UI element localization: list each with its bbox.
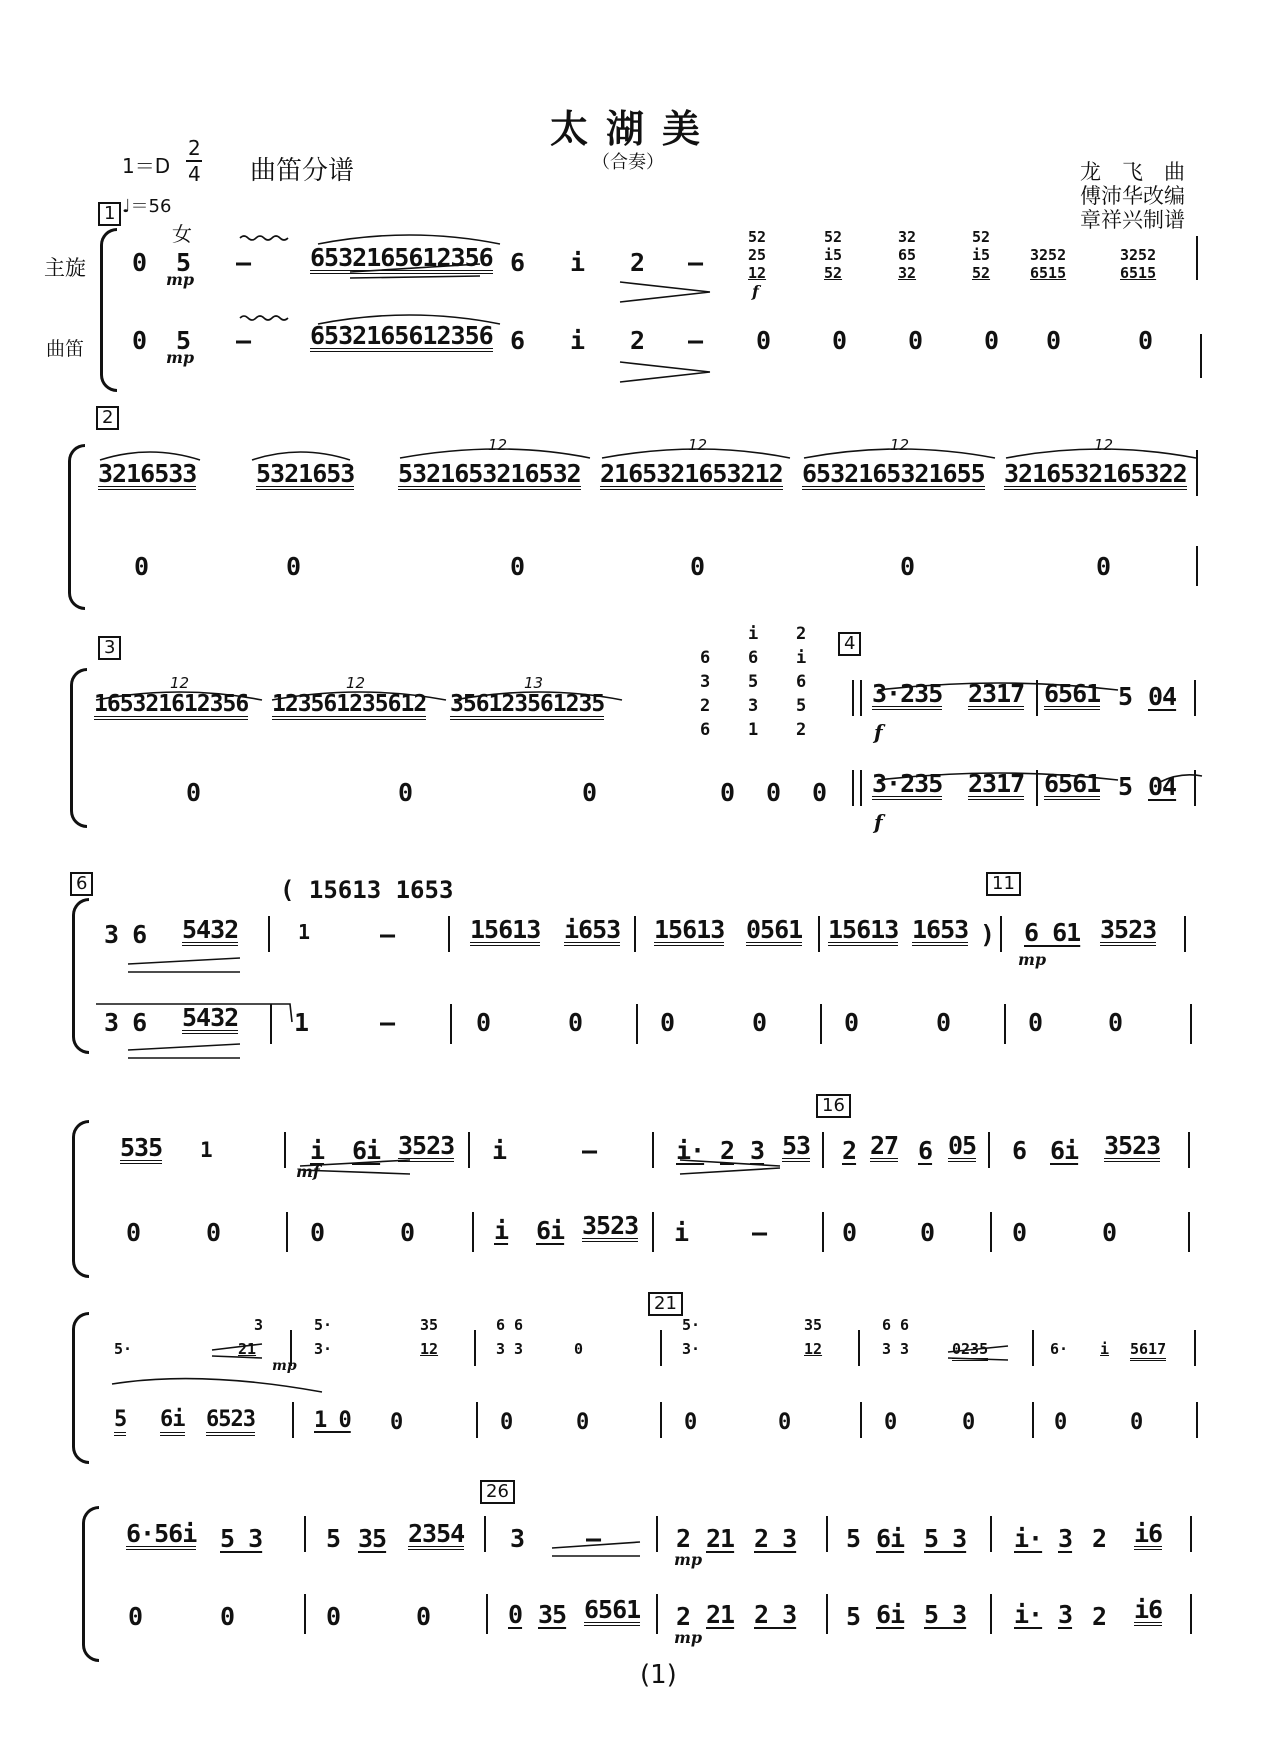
melody-note: 2: [720, 1136, 735, 1165]
flute-note: 0: [220, 1602, 235, 1631]
barline: [822, 1212, 824, 1252]
melody-chord: 3252 6515: [1030, 246, 1067, 282]
barline: [826, 1516, 828, 1552]
barline: [1032, 1330, 1034, 1366]
flute-note: i: [570, 326, 585, 355]
flute-note: –: [688, 326, 703, 355]
barline: [1196, 236, 1198, 280]
melody-note: 6: [918, 1136, 933, 1165]
system-brace-2: [68, 444, 85, 610]
tuplet-number: 12: [488, 436, 508, 454]
double-barline: [852, 770, 862, 806]
system-brace-7: [82, 1506, 99, 1662]
barline: [656, 1594, 658, 1634]
barline: [448, 916, 450, 952]
melody-note: i: [310, 1136, 325, 1165]
flute-note: 5: [176, 326, 191, 355]
flute-note: 0: [832, 326, 847, 355]
melody-note: 3 3: [882, 1340, 910, 1358]
rehearsal-mark-16: 16: [816, 1094, 851, 1118]
flute-note: 0: [286, 552, 301, 581]
flute-note: 0: [778, 1410, 791, 1435]
parenthetical-motif: ( 15613 1653: [280, 876, 454, 904]
melody-note: 2: [630, 248, 645, 277]
flute-note: –: [236, 326, 251, 355]
dynamic-mark: mp: [272, 1358, 297, 1374]
melody-note: 6·: [1050, 1340, 1069, 1358]
page-title: 太湖美: [550, 106, 719, 151]
part-name: 曲笛分谱: [250, 156, 355, 186]
melody-upper-note: 5·: [682, 1316, 701, 1334]
system-brace-5: [72, 1120, 89, 1278]
melody-note: 6i: [1050, 1136, 1079, 1165]
flute-note: 0: [1054, 1410, 1067, 1435]
flute-note: 0: [126, 1218, 141, 1247]
melody-note: 0: [132, 248, 147, 277]
flute-note: 0: [576, 1410, 589, 1435]
barline: [1194, 770, 1196, 806]
melody-note: 5 3: [220, 1524, 263, 1553]
melody-note: 5·: [114, 1340, 133, 1358]
melody-note: 5 3: [924, 1524, 967, 1553]
barline: [990, 1212, 992, 1252]
flute-note: 2317: [968, 769, 1025, 798]
melody-note: 3: [750, 1136, 765, 1165]
melody-note: 15613: [470, 915, 541, 944]
barline: [270, 1004, 272, 1044]
melody-note: 04: [1148, 682, 1177, 711]
barline: [636, 1004, 638, 1044]
barline: [860, 1402, 862, 1438]
melody-note: i: [1100, 1340, 1110, 1358]
flute-note: 0: [508, 1600, 523, 1629]
flute-note: 0: [752, 1008, 767, 1037]
melody-note: 21: [238, 1340, 257, 1358]
time-signature-top: 2: [188, 136, 201, 160]
melody-note: 6561: [1044, 679, 1101, 708]
flute-note: 6: [510, 326, 525, 355]
melody-note: 05: [948, 1131, 977, 1160]
melody-note-run: 356123561235: [450, 692, 604, 720]
melody-note: 3: [510, 1524, 525, 1553]
barline: [284, 1132, 286, 1168]
flute-note: –: [380, 1008, 395, 1037]
melody-note: 5: [176, 248, 191, 277]
flute-note: 0: [756, 326, 771, 355]
barline: [1190, 1004, 1192, 1044]
melody-note-run: 5321653216532: [398, 459, 581, 488]
flute-note: 0: [684, 1410, 697, 1435]
melody-note: 6: [510, 248, 525, 277]
tuplet-number: 12: [1094, 436, 1114, 454]
melody-upper-note: 5·: [314, 1316, 333, 1334]
barline: [826, 1594, 828, 1634]
melody-note: 535: [120, 1133, 163, 1162]
melody-note-run: 6532165321655: [802, 459, 985, 488]
barline: [1036, 680, 1038, 716]
flute-note: 0: [326, 1602, 341, 1631]
melody-note: i653: [564, 915, 621, 944]
barline: [656, 1516, 658, 1552]
melody-note-run: 3216533: [98, 459, 197, 488]
staff-label-flute: 曲笛: [46, 338, 85, 360]
melody-chord: 52 25 12: [748, 228, 767, 282]
dynamic-mark: mp: [166, 270, 195, 289]
flute-note: 0: [186, 778, 201, 807]
flute-note: 2 3: [754, 1600, 797, 1629]
flute-note: 0: [476, 1008, 491, 1037]
flute-note: i: [494, 1216, 509, 1245]
barline: [858, 1330, 860, 1366]
rehearsal-mark-21: 21: [648, 1292, 683, 1316]
melody-note: 3523: [1100, 915, 1157, 944]
melody-note: 3: [1058, 1524, 1073, 1553]
melody-note: 2: [1092, 1524, 1107, 1553]
flute-note: 0: [1096, 552, 1111, 581]
barline: [634, 916, 636, 952]
melody-note: i: [492, 1136, 507, 1165]
barline: [304, 1516, 306, 1552]
flute-note: 0: [416, 1602, 431, 1631]
melody-note: 0: [574, 1340, 584, 1358]
barline: [1036, 770, 1038, 806]
double-barline: [852, 680, 862, 716]
flute-note: 0: [400, 1218, 415, 1247]
barline: [286, 1212, 288, 1252]
flute-note: 0: [134, 552, 149, 581]
flute-note: 0: [1012, 1218, 1027, 1247]
system-brace-6: [72, 1312, 89, 1464]
barline: [486, 1594, 488, 1634]
flute-note: 6561: [1044, 769, 1101, 798]
melody-note: 0561: [746, 915, 803, 944]
dynamic-mark: mf: [296, 1162, 320, 1181]
melody-upper-note: 35: [804, 1316, 823, 1334]
flute-note: 6i: [536, 1216, 565, 1245]
rehearsal-mark-11: 11: [986, 872, 1021, 896]
flute-note: 0: [766, 778, 781, 807]
melody-upper-note: 35: [420, 1316, 439, 1334]
melody-note: 5: [326, 1524, 341, 1553]
melody-chord: 52 i5 52: [972, 228, 991, 282]
melody-note-run: 6532165612356: [310, 243, 493, 272]
flute-note: 2: [630, 326, 645, 355]
flute-note: 0: [936, 1008, 951, 1037]
barline: [818, 916, 820, 952]
tuplet-number: 12: [890, 436, 910, 454]
melody-note: i6: [1134, 1519, 1163, 1548]
barline: [1000, 916, 1002, 952]
melody-note: 3523: [398, 1131, 455, 1160]
barline: [472, 1212, 474, 1252]
melody-note: –: [380, 920, 395, 949]
flute-note: 3 6: [104, 1008, 147, 1037]
melody-note: 3·235: [872, 679, 943, 708]
flute-note: 0: [984, 326, 999, 355]
melody-note: –: [582, 1136, 597, 1165]
melody-upper-note: 6 6: [882, 1316, 910, 1334]
melody-note: 21: [706, 1524, 735, 1553]
system-brace-1: [100, 228, 117, 392]
melody-note-run: 2165321653212: [600, 459, 783, 488]
barline: [1200, 334, 1202, 378]
barline: [822, 1132, 824, 1168]
rehearsal-mark-1: 1: [98, 202, 121, 226]
tuplet-number: 12: [170, 674, 190, 692]
flute-note: 1: [294, 1008, 309, 1037]
tuplet-number: 13: [524, 674, 544, 692]
dynamic-mark: f: [752, 282, 759, 301]
flute-note: 21: [706, 1600, 735, 1629]
flute-note: 0: [884, 1410, 897, 1435]
melody-note-run: 165321612356: [94, 692, 248, 720]
melody-note: 35: [358, 1524, 387, 1553]
flute-note: 5: [114, 1408, 126, 1436]
melody-note: 27: [870, 1131, 899, 1160]
flute-note: 0: [812, 778, 827, 807]
flute-note: 5432: [182, 1003, 239, 1032]
ornament-mark: 女: [172, 222, 192, 246]
melody-note: 3 6: [104, 920, 147, 949]
flute-note: 0: [660, 1008, 675, 1037]
melody-note: 15613: [654, 915, 725, 944]
melody-note: 53: [782, 1131, 811, 1160]
flute-note: 0: [844, 1008, 859, 1037]
melody-note: i·: [1014, 1524, 1043, 1553]
barline: [1190, 1594, 1192, 1634]
melody-note: 5432: [182, 915, 239, 944]
dynamic-mark: mp: [674, 1628, 703, 1647]
flute-note: 0: [132, 326, 147, 355]
melody-note: 5: [846, 1524, 861, 1553]
rehearsal-mark-6: 6: [70, 872, 93, 896]
barline: [474, 1330, 476, 1366]
melody-note: ): [980, 920, 995, 949]
flute-note: 0: [1028, 1008, 1043, 1037]
melody-note-run: 5321653: [256, 459, 355, 488]
flute-note: 5 3: [924, 1600, 967, 1629]
flute-note: 0: [1102, 1218, 1117, 1247]
flute-note: 2: [676, 1602, 691, 1631]
flute-note-run: 6532165612356: [310, 321, 493, 350]
melody-note: 3·: [314, 1340, 333, 1358]
dynamic-mark: f: [874, 720, 883, 744]
melody-note: 5617: [1130, 1340, 1166, 1361]
barline: [652, 1212, 654, 1252]
flute-note: 6523: [206, 1408, 255, 1436]
flute-note: 0: [720, 778, 735, 807]
system-brace-3: [70, 668, 87, 828]
melody-chord: 32 65 32: [898, 228, 917, 282]
page-number: (1): [640, 1660, 677, 1690]
melody-note: 3·: [682, 1340, 701, 1358]
barline: [652, 1132, 654, 1168]
barline: [484, 1516, 486, 1552]
flute-note: 3·235: [872, 769, 943, 798]
flute-note: 04: [1148, 772, 1177, 801]
melody-note: 2 3: [754, 1524, 797, 1553]
barline: [1196, 546, 1198, 586]
page-subtitle: （合奏）: [592, 152, 664, 173]
flute-note: i·: [1014, 1600, 1043, 1629]
barline: [988, 1132, 990, 1168]
barline: [1004, 1004, 1006, 1044]
barline: [660, 1402, 662, 1438]
flute-note: 3: [1058, 1600, 1073, 1629]
barline: [1188, 1132, 1190, 1168]
barline: [476, 1402, 478, 1438]
barline: [468, 1132, 470, 1168]
rehearsal-mark-4: 4: [838, 632, 861, 656]
flute-note: 0: [1138, 326, 1153, 355]
barline: [1184, 916, 1186, 952]
flute-note: 0: [1108, 1008, 1123, 1037]
melody-note: 2: [842, 1136, 857, 1165]
rehearsal-mark-2: 2: [96, 406, 119, 430]
flute-note: 6i: [876, 1600, 905, 1629]
melody-note: 0235: [952, 1340, 988, 1361]
melody-upper-note: 6 6: [496, 1316, 524, 1334]
flute-note: 35: [538, 1600, 567, 1629]
flute-note: 0: [206, 1218, 221, 1247]
flute-note: –: [752, 1218, 767, 1247]
melody-note: 15613: [828, 915, 899, 944]
dynamic-mark: mp: [1018, 950, 1047, 969]
flute-note: 3523: [582, 1211, 639, 1240]
melody-note-run: 123561235612: [272, 692, 426, 720]
barline: [1032, 1402, 1034, 1438]
staff-label-melody: 主旋: [44, 256, 86, 280]
melody-note-run: 3216532165322: [1004, 459, 1187, 488]
flute-note: 0: [1130, 1410, 1143, 1435]
arpeggio-chord: i 6 5 3 1: [748, 624, 759, 740]
arpeggio-chord: 2 i 6 5 2: [796, 624, 807, 740]
melody-note: –: [688, 248, 703, 277]
barline: [450, 1004, 452, 1044]
barline: [820, 1004, 822, 1044]
melody-note: 2317: [968, 679, 1025, 708]
melody-note: 12: [420, 1340, 439, 1358]
flute-note: 0: [908, 326, 923, 355]
dynamic-mark: f: [874, 810, 883, 834]
melody-note: 2: [676, 1524, 691, 1553]
melody-upper-note: 3: [254, 1316, 264, 1334]
barline: [660, 1330, 662, 1366]
melody-note: 5: [1118, 682, 1133, 711]
barline: [990, 1516, 992, 1552]
flute-note: 0: [690, 552, 705, 581]
flute-note: 0: [920, 1218, 935, 1247]
melody-chord: 3252 6515: [1120, 246, 1157, 282]
tempo-mark: ♩＝56: [122, 196, 172, 217]
melody-note: 1: [200, 1138, 212, 1162]
arpeggio-chord: 6 3 2 6: [700, 648, 711, 740]
melody-note: 3523: [1104, 1131, 1161, 1160]
time-signature-bottom: 4: [188, 162, 201, 186]
flute-note: 0: [568, 1008, 583, 1037]
melody-chord: 52 i5 52: [824, 228, 843, 282]
barline: [1188, 1212, 1190, 1252]
rehearsal-mark-3: 3: [98, 636, 121, 660]
melody-note: –: [236, 248, 251, 277]
flute-note: 0: [900, 552, 915, 581]
rehearsal-mark-26: 26: [480, 1480, 515, 1504]
melody-note: 1653: [912, 915, 969, 944]
credit-engraver: 章祥兴制谱: [1080, 208, 1185, 232]
melody-note: i: [570, 248, 585, 277]
flute-note: 0: [500, 1410, 513, 1435]
flute-note: 0: [390, 1410, 403, 1435]
melody-note: 6i: [352, 1136, 381, 1165]
flute-note: 0: [128, 1602, 143, 1631]
melody-note: 2354: [408, 1519, 465, 1548]
flute-note: 0: [310, 1218, 325, 1247]
melody-note: i·: [676, 1136, 705, 1165]
flute-note: 2: [1092, 1602, 1107, 1631]
barline: [1194, 1330, 1196, 1366]
melody-note: –: [586, 1524, 601, 1553]
barline: [304, 1594, 306, 1634]
barline: [1190, 1516, 1192, 1552]
dynamic-mark: mp: [166, 348, 195, 367]
barline: [1196, 450, 1198, 496]
flute-note: i6: [1134, 1595, 1163, 1624]
flute-note: 0: [398, 778, 413, 807]
barline: [1194, 680, 1196, 716]
barline: [1196, 1402, 1198, 1438]
barline: [268, 916, 270, 952]
credit-arranger: 傅沛华改编: [1080, 184, 1185, 208]
key-signature: 1＝D: [122, 154, 171, 178]
flute-note: 5: [1118, 772, 1133, 801]
barline: [990, 1594, 992, 1634]
tuplet-number: 12: [346, 674, 366, 692]
melody-note: 1: [298, 920, 310, 944]
flute-note: 1 0: [314, 1408, 351, 1433]
system-brace-4: [72, 898, 89, 1054]
melody-note: 6 61: [1024, 918, 1081, 947]
flute-note: 0: [1046, 326, 1061, 355]
flute-note: 0: [510, 552, 525, 581]
melody-note: 6i: [876, 1524, 905, 1553]
credit-composer: 龙 飞 曲: [1080, 160, 1185, 184]
melody-note: 12: [804, 1340, 823, 1358]
tuplet-number: 12: [688, 436, 708, 454]
flute-note: 0: [582, 778, 597, 807]
dynamic-mark: mp: [674, 1550, 703, 1569]
melody-note: 6: [1012, 1136, 1027, 1165]
flute-note: 5: [846, 1602, 861, 1631]
melody-note: 6·56i: [126, 1519, 197, 1548]
flute-note: 6561: [584, 1595, 641, 1624]
flute-note: 0: [842, 1218, 857, 1247]
flute-note: i: [674, 1218, 689, 1247]
barline: [292, 1402, 294, 1438]
melody-note: 3 3: [496, 1340, 524, 1358]
flute-note: 0: [962, 1410, 975, 1435]
flute-note: 6i: [160, 1408, 185, 1436]
